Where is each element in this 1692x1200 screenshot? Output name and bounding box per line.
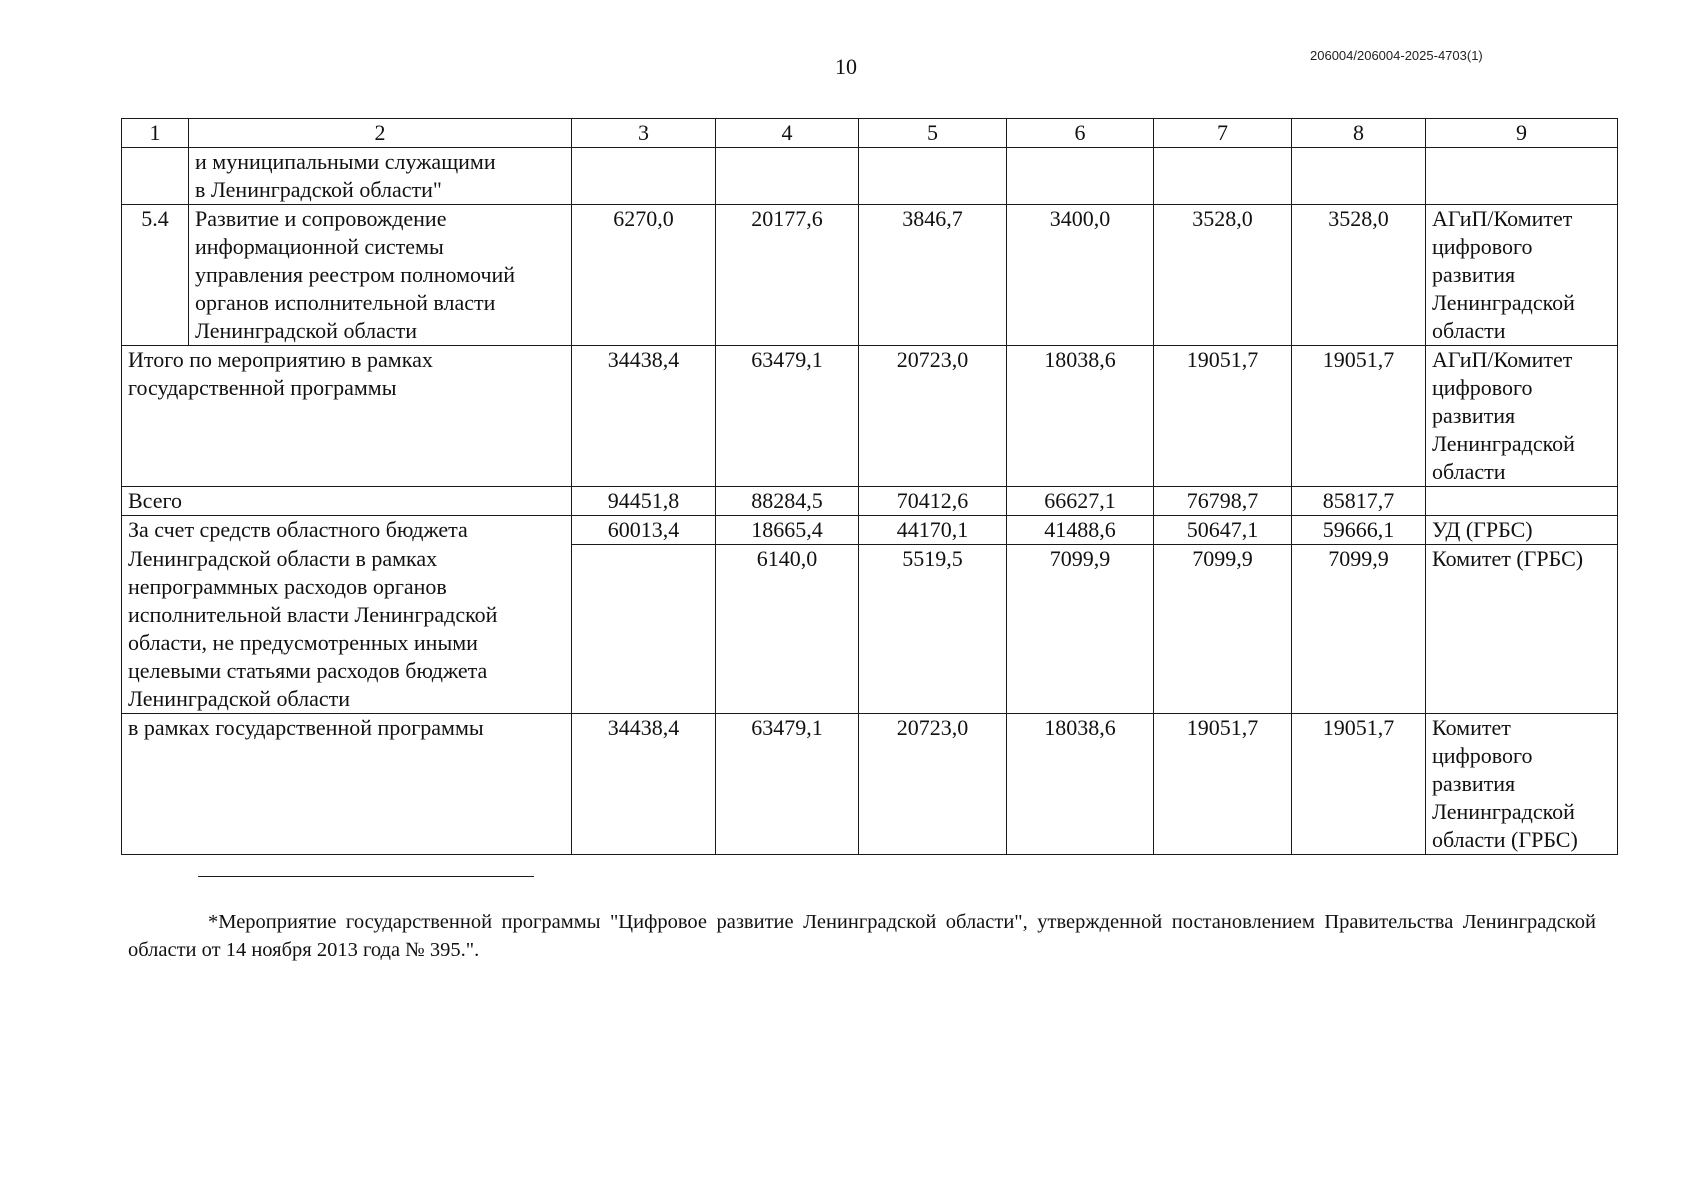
value-cell: 3846,7: [859, 205, 1007, 346]
value-cell: 34438,4: [572, 346, 716, 487]
value-cell: 5519,5: [859, 545, 1007, 714]
value-cell: 7099,9: [1007, 545, 1154, 714]
page-number: 10: [835, 54, 857, 79]
description-cell: Ленинградской области в рамках непрограммных расходов органов исполнительной власти Ленинградской области, не предусмотренных иными целевыми статьями расходов бюджета Ленинградской области: [122, 545, 572, 714]
footnote-divider: [198, 876, 534, 877]
value-cell: 59666,1: [1292, 516, 1426, 545]
value-cell: 19051,7: [1154, 346, 1292, 487]
responsible-cell: Комитет цифрового развития Ленинградской области (ГРБС): [1426, 713, 1618, 854]
table-row: [122, 713, 1618, 854]
value-cell: 3528,0: [1292, 205, 1426, 346]
description-cell: Итого по мероприятию в рамках государственной программы: [122, 346, 572, 487]
value-cell: [1007, 148, 1154, 205]
table-row: [122, 516, 1618, 545]
value-cell: 70412,6: [859, 487, 1007, 516]
description-cell: Развитие и сопровождение информационной системы управления реестром полномочий органов исполнительной власти Ленинградской области: [189, 205, 572, 346]
budget-table: [121, 118, 1618, 855]
responsible-cell: [1426, 487, 1618, 516]
table-row: [122, 148, 1618, 205]
value-cell: 7099,9: [1292, 545, 1426, 714]
value-cell: 18038,6: [1007, 713, 1154, 854]
value-cell: 18038,6: [1007, 346, 1154, 487]
value-cell: 63479,1: [716, 713, 859, 854]
value-cell: 3400,0: [1007, 205, 1154, 346]
table-row: [122, 205, 1618, 346]
value-cell: 6270,0: [572, 205, 716, 346]
column-header: 7: [1154, 119, 1292, 148]
value-cell: 94451,8: [572, 487, 716, 516]
value-cell: 19051,7: [1154, 713, 1292, 854]
column-header: 4: [716, 119, 859, 148]
value-cell: 6140,0: [716, 545, 859, 714]
description-cell: Всего: [122, 487, 572, 516]
value-cell: [1292, 148, 1426, 205]
value-cell: 88284,5: [716, 487, 859, 516]
value-cell: 66627,1: [1007, 487, 1154, 516]
value-cell: 20177,6: [716, 205, 859, 346]
responsible-cell: УД (ГРБС): [1426, 516, 1618, 545]
value-cell: 20723,0: [859, 713, 1007, 854]
value-cell: 60013,4: [572, 516, 716, 545]
index-cell: [122, 148, 189, 205]
value-cell: [859, 148, 1007, 205]
column-header: 3: [572, 119, 716, 148]
value-cell: 18665,4: [716, 516, 859, 545]
column-header: 6: [1007, 119, 1154, 148]
description-cell: и муниципальными служащими в Ленинградской области": [189, 148, 572, 205]
value-cell: 7099,9: [1154, 545, 1292, 714]
column-header: 5: [859, 119, 1007, 148]
responsible-cell: АГиП/Комитет цифрового развития Ленинградской области: [1426, 205, 1618, 346]
table-row: [122, 346, 1618, 487]
column-header: 8: [1292, 119, 1426, 148]
table-row: [122, 545, 1618, 714]
value-cell: 3528,0: [1154, 205, 1292, 346]
value-cell: 19051,7: [1292, 346, 1426, 487]
value-cell: 44170,1: [859, 516, 1007, 545]
table-row: [122, 487, 1618, 516]
table-header-row: [122, 119, 1618, 148]
footnote-text: *Мероприятие государственной программы "Цифровое развитие Ленинградской области", утвержденной постановлением Правительства Ленинградской области от 14 ноября 2013 года № 395.".: [128, 911, 1596, 961]
value-cell: [1154, 148, 1292, 205]
value-cell: 63479,1: [716, 346, 859, 487]
responsible-cell: [1426, 148, 1618, 205]
value-cell: [572, 148, 716, 205]
responsible-cell: АГиП/Комитет цифрового развития Ленинградской области: [1426, 346, 1618, 487]
description-cell: в рамках государственной программы: [122, 713, 572, 854]
value-cell: 41488,6: [1007, 516, 1154, 545]
value-cell: 34438,4: [572, 713, 716, 854]
value-cell: 50647,1: [1154, 516, 1292, 545]
value-cell: [716, 148, 859, 205]
column-header: 2: [189, 119, 572, 148]
column-header: 9: [1426, 119, 1618, 148]
document-id: 206004/206004-2025-4703(1): [1310, 48, 1483, 63]
index-cell: 5.4: [122, 205, 189, 346]
description-cell: За счет средств областного бюджета: [122, 516, 572, 545]
value-cell: [572, 545, 716, 714]
value-cell: 76798,7: [1154, 487, 1292, 516]
value-cell: 20723,0: [859, 346, 1007, 487]
column-header: 1: [122, 119, 189, 148]
value-cell: 19051,7: [1292, 713, 1426, 854]
responsible-cell: Комитет (ГРБС): [1426, 545, 1618, 714]
value-cell: 85817,7: [1292, 487, 1426, 516]
